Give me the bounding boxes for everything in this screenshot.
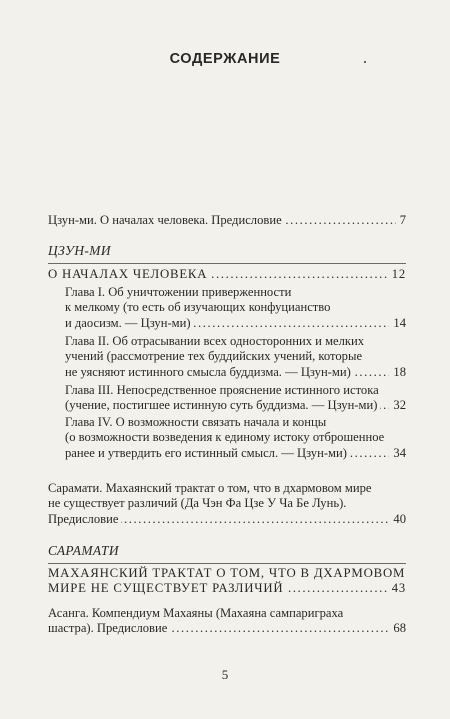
toc-entry[interactable] (65, 383, 406, 414)
toc-line (48, 512, 406, 527)
toc-line (65, 446, 406, 461)
page-number: 5 (221, 667, 229, 682)
toc-entry-text: МАХАЯНСКИЙ ТРАКТАТ О ТОМ, ЧТО В ДХАРМОВОМ (48, 566, 406, 580)
toc-page-number: 34 (389, 446, 406, 461)
toc-line (65, 398, 406, 413)
toc-line (48, 581, 406, 596)
toc-entry[interactable] (48, 606, 406, 637)
toc-line (65, 316, 406, 331)
toc-entry-text: шастра). Предисловие (48, 621, 170, 635)
toc-entry-text: не существует различий (Да Чэн Фа Цзе У Ча Бе Лунь). (48, 496, 347, 511)
toc-entry[interactable] (48, 267, 406, 282)
toc-entry-text: ранее и утвердить его истинный смысл. — Цзун-ми) (65, 446, 350, 460)
toc-entry[interactable] (65, 285, 406, 331)
toc-entry-text: О НАЧАЛАХ ЧЕЛОВЕКА (48, 267, 210, 281)
section-rule (48, 263, 406, 264)
toc-entry-text: и даосизм. — Цзун-ми) (65, 316, 194, 330)
toc-entry-text: Глава III. Непосредственное прояснение истинного истока (65, 383, 379, 397)
toc-page-number: 32 (389, 398, 406, 413)
toc-page-number: 40 (389, 512, 406, 527)
toc-entry-text: (учение, постигшее истинную суть буддизма. — Цзун-ми) (65, 398, 380, 412)
toc-entry-text: учений (рассмотрение тех буддийских учений, которые (65, 349, 363, 364)
toc-page-number: 14 (389, 316, 406, 331)
toc-entry-text: Предисловие (48, 512, 121, 526)
toc-page-number: 12 (388, 267, 406, 282)
toc-entry-text: Глава IV. О возможности связать начала и концы (65, 415, 327, 429)
page-title: СОДЕРЖАНИЕ (169, 51, 281, 67)
toc-entry-text: (о возможности возведения к единому истоку отброшенное (65, 430, 385, 445)
toc-entry[interactable] (48, 566, 406, 597)
toc-entry-text: МИРЕ НЕ СУЩЕСТВУЕТ РАЗЛИЧИЙ (48, 581, 286, 595)
toc-entry-text: Цзун-ми. О началах человека. Предисловие (48, 213, 285, 227)
toc-entry[interactable] (65, 415, 406, 461)
toc-line (48, 621, 406, 636)
toc-page-number: 7 (396, 213, 406, 228)
toc-line (65, 365, 406, 380)
toc-entry-text: Глава II. Об отрасывании всех односторонних и мелких (65, 334, 365, 348)
toc-entry[interactable] (65, 334, 406, 380)
toc-page-number: 43 (388, 581, 406, 596)
toc-entry[interactable] (48, 481, 406, 527)
toc-page-number: 18 (389, 365, 406, 380)
toc-entry-text: Сарамати. Махаянский трактат о том, что в дхармовом мире (48, 481, 372, 495)
toc-entry-text: не уясняют истинного смысла буддизма. — Цзун-ми) (65, 365, 354, 379)
toc-entry-text: Асанга. Компендиум Махаяны (Махаяна сампариграха (48, 606, 344, 620)
toc-line (48, 213, 406, 228)
section-rule (48, 563, 406, 564)
toc-entry[interactable] (48, 213, 406, 228)
toc-line (48, 267, 406, 282)
section-author: САРАМАТИ (48, 543, 119, 558)
toc-entry-text: Глава I. Об уничтожении приверженности (65, 285, 292, 299)
toc-entry-text: к мелкому (то есть об изучающих конфуцианство (65, 300, 331, 315)
section-author: ЦЗУН-МИ (48, 243, 111, 258)
toc-page-number: 68 (389, 621, 406, 636)
